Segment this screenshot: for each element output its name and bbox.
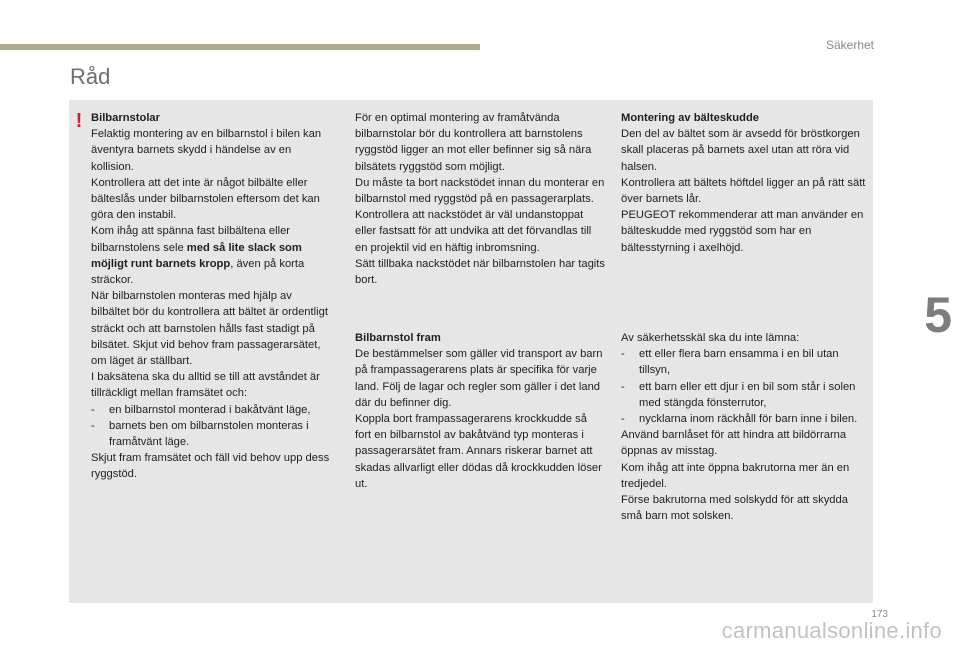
bold-text: med så lite slack som möjligt runt barnets kropp (91, 241, 302, 270)
paragraph: Du måste ta bort nackstödet innan du monterar en bilbarnstol med ryggstöd på en passagerarplats. (355, 176, 605, 206)
section-heading: Bilbarnstolar (91, 112, 161, 124)
paragraph: PEUGEOT rekommenderar att man använder en bälteskudde med ryggstöd som har en bältesstyrning i axelhöjd. (621, 209, 864, 254)
column-front-seat (355, 330, 605, 492)
list-item: - en bilbarnstol monterad i bakåtvänt läge, (91, 403, 311, 416)
paragraph: Kontrollera att det inte är något bilbälte eller bälteslås under bilbarnstolen eftersom det kan göra den instabil. (91, 176, 320, 222)
column-headrest (355, 110, 605, 288)
paragraph: För en optimal montering av framåtvända bilbarnstolar bör du kontrollera att barnstolens ryggstöd ligger an mot eller befinner sig så nära bilsätets ryggstöd som möjligt. (355, 112, 592, 173)
list-item-text: barnets ben om bilbarnstolen monteras i framåtvänt läge. (109, 419, 309, 449)
column-child-seats (91, 110, 331, 483)
chapter-number: 5 (924, 287, 952, 343)
paragraph: Koppla bort frampassagerarens krockkudde så fort en bilbarnstol av bakåtvänd typ monteras i passagerarsätet fram. Annars riskerar barnet att skadas allvarligt eller dödas då krockkudden löser ut. (355, 413, 602, 490)
paragraph: De bestämmelser som gäller vid transport av barn på frampassagerarens plats är specifika för varje land. Följ de lagar och regler som gäller i det land där du befinner dig. (355, 348, 603, 409)
column-booster (621, 110, 869, 256)
paragraph: När bilbarnstolen monteras med hjälp av bilbältet bör du kontrollera att bältet är ordentligt sträckt och att barnstolen hålls fast stadigt på bilsätet. Skjut vid behov fram passagerarsätet, om läget är ställbart. (91, 290, 328, 368)
paragraph: Av säkerhetsskäl ska du inte lämna: (621, 332, 800, 344)
list-item: - barnets ben om bilbarnstolen monteras i framåtvänt läge. (91, 419, 309, 449)
text-span: Kom ihåg att spänna fast bilbältena eller bilbarnstolens sele (91, 225, 291, 254)
paragraph: Felaktig montering av en bilbarnstol i bilen kan äventyra barnets skydd i händelse av en kollision. (91, 128, 322, 173)
list-item-text: nycklarna inom räckhåll för barn inne i bilen. (639, 413, 858, 426)
section-heading: Montering av bälteskudde (621, 112, 760, 124)
list-item-text: en bilbarnstol monterad i bakåtvänt läge, (109, 403, 311, 416)
list-item-text: ett barn eller ett djur i en bil som står i solen med stängda fönsterrutor, (639, 380, 856, 409)
paragraph: Använd barnlåset för att hindra att bildörrarna öppnas av misstag. (621, 429, 847, 458)
paragraph: Kom ihåg att inte öppna bakrutorna mer än en tredjedel. (621, 461, 850, 490)
text-span: , även på korta sträckor. (91, 257, 305, 287)
paragraph: Förse bakrutorna med solskydd för att skydda små barn mot solsken. (621, 494, 848, 523)
section-heading: Bilbarnstol fram (355, 332, 441, 344)
list-item: - nycklarna inom räckhåll för barn inne i bilen. (621, 413, 858, 426)
list-item: - ett barn eller ett djur i en bil som står i solen med stängda fönsterrutor, (621, 380, 856, 409)
paragraph: Skjut fram framsätet och fäll vid behov upp dess ryggstöd. (91, 452, 330, 481)
column-safety-reasons (621, 330, 869, 524)
section-label: Säkerhet (825, 38, 874, 52)
list-item-text: ett eller flera barn ensamma i en bil utan tillsyn, (639, 348, 839, 377)
paragraph (91, 223, 331, 288)
paragraph: Kontrollera att nackstödet är väl undanstoppat eller fastsatt för att undvika att det förvandlas till en projektil vid en häftig inbromsning. (355, 209, 592, 254)
header-accent-bar (0, 44, 480, 50)
warning-exclamation-icon: ! (75, 110, 83, 132)
paragraph: Sätt tillbaka nackstödet när bilbarnstolen har tagits bort. (355, 257, 605, 287)
watermark: carmanualsonline.info (721, 618, 942, 643)
page-number: 173 (871, 609, 888, 620)
list-item: - ett eller flera barn ensamma i en bil utan tillsyn, (621, 348, 839, 377)
paragraph: Kontrollera att bältets höftdel ligger an på rätt sätt över barnets lår. (621, 176, 866, 206)
page-title: Råd (70, 64, 111, 89)
paragraph: Den del av bältet som är avsedd för bröstkorgen skall placeras på barnets axel utan att röra vid halsen. (621, 128, 860, 173)
paragraph: I baksätena ska du alltid se till att avståndet är tillräckligt mellan framsätet och: (91, 371, 320, 400)
